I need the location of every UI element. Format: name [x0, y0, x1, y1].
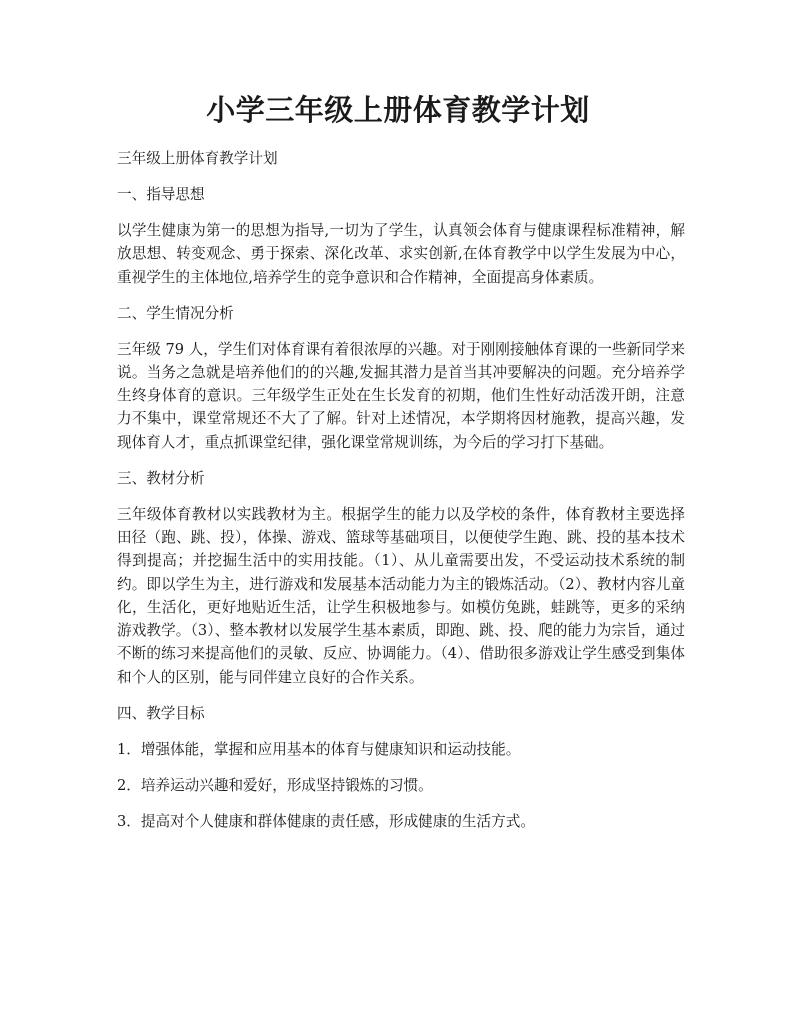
paragraph-guiding-ideology: 以学生健康为第一的思想为指导,一切为了学生，认真领会体育与健康课程标准精神，解放思想、转变观念、勇于探索、深化改革、求实创新,在体育教学中以学生发展为中心，重视学生的主体地位,培养学生的竞争意识和合作精神，全面提高身体素质。 — [117, 221, 685, 286]
section-heading-student-analysis: 二、学生情况分析 — [117, 304, 234, 322]
paragraph-student-analysis: 三年级 79 人，学生们对体育课有着很浓厚的兴趣。对于刚刚接触体育课的一些新同学来说。当务之急就是培养他们的的兴趣,发掘其潜力是首当其冲要解决的问题。充分培养学生终身体育的意识。三年级学生正处在生长发育的初期，他们生性好动活泼开朗，注意力不集中，课堂常规还不大了了解。针对上述情况，本学期将因材施教，提高兴趣，发现体育人才，重点抓课堂纪律，强化课堂常规训练，为今后的学习打下基础。 — [117, 340, 685, 451]
goal-item-3: 3．提高对个人健康和群体健康的责任感，形成健康的生活方式。 — [117, 812, 535, 830]
paragraph-textbook-analysis: 三年级体育教材以实践教材为主。根据学生的能力以及学校的条件，体育教材主要选择田径（跑、跳、投），体操、游戏、篮球等基础项目，以便使学生跑、跳、投的基本技术得到提高；并挖掘生活中的实用技能。（1）、从儿童需要出发，不受运动技术系统的制约。即以学生为主，进行游戏和发展基本活动能力为主的锻炼活动。（2）、教材内容儿童化，生活化，更好地贴近生活，让学生积极地参与。如模仿兔跳，蛙跳等，更多的采纳游戏教学。（3）、整本教材以发展学生基本素质，即跑、跳、投、爬的能力为宗旨，通过不断的练习来提高他们的灵敏、反应、协调能力。（4）、借助很多游戏让学生感受到集体和个人的区别，能与同伴建立良好的合作关系。 — [117, 505, 685, 686]
subtitle-line: 三年级上册体育教学计划 — [117, 150, 278, 167]
document-title: 小学三年级上册体育教学计划 — [206, 93, 590, 127]
goal-item-2: 2．培养运动兴趣和爱好，形成坚持锻炼的习惯。 — [117, 776, 433, 794]
goal-item-1: 1．增强体能，掌握和应用基本的体育与健康知识和运动技能。 — [117, 740, 521, 758]
section-heading-teaching-goals: 四、教学目标 — [117, 704, 205, 722]
section-heading-textbook-analysis: 三、教材分析 — [117, 469, 205, 487]
document-body — [117, 147, 685, 846]
section-heading-guiding-ideology: 一、指导思想 — [117, 185, 205, 203]
